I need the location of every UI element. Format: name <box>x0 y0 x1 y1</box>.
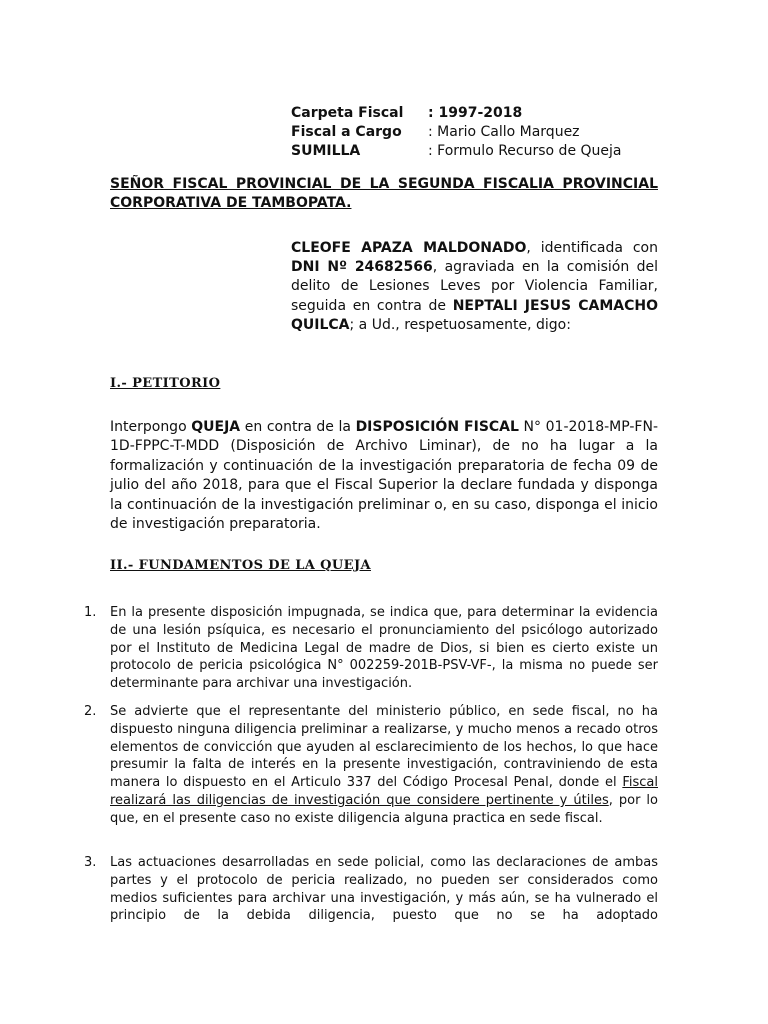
list-item-text <box>110 703 658 828</box>
header-value: : Formulo Recurso de Queja <box>428 143 622 159</box>
petition-text: en contra de la <box>240 419 356 435</box>
list-item <box>84 703 658 828</box>
petition-paragraph <box>110 418 658 534</box>
header-value: : 1997-2018 <box>428 105 523 121</box>
intro-paragraph <box>291 239 658 335</box>
intro-text: , identificada con <box>526 240 658 256</box>
addressee: SEÑOR FISCAL PROVINCIAL DE LA SEGUNDA FISCALIA PROVINCIAL CORPORATIVA DE TAMBOPATA. <box>110 176 658 211</box>
underlined-quote: Fiscal realizará las diligencias de investigación que considere pertinente y útiles <box>110 775 658 808</box>
header-row-carpeta <box>291 104 621 123</box>
complainant-name: CLEOFE APAZA MALDONADO <box>291 240 527 256</box>
header-label: Fiscal a Cargo <box>291 124 402 140</box>
list-item-text: En la presente disposición impugnada, se indica que, para determinar la evidencia de una lesión psíquica, es necesario el pronunciamiento del psicólogo autorizado por el Instituto de Medicina Legal de madre de Dios, si bien es cierto existe un protocolo de pericia psicológica N° 002259-201B-PSV-VF-, la misma no puede ser determinante para archivar una investigación. <box>110 605 658 692</box>
header-label: Carpeta Fiscal <box>291 105 404 121</box>
section-heading-petitorio: I.- PETITORIO <box>110 376 221 391</box>
list-item <box>84 854 658 925</box>
list-item-text: Las actuaciones desarrolladas en sede policial, como las declaraciones de ambas partes y el protocolo de pericia realizado, no pueden ser considerados como medios suficientes para archivar una investigación, y más aún, se ha vulnerado el principio de la debida diligencia, puesto que no se ha adoptado <box>110 855 658 924</box>
intro-text: , agraviada en la comisión del delito de Lesiones Leves por Violencia Familiar, seguida en contra de <box>291 259 658 314</box>
item-text: Se advierte que el representante del ministerio público, en sede fiscal, no ha dispuesto ninguna diligencia preliminar a realizarse, y mucho menos a recado otros elementos de convicción que ayuden al esclarecimiento de los hechos, lo que hace presumir la falta de interés en la presente investigación, contraviniendo de esta manera lo dispuesto en el Articulo 337 del Código Procesal Penal, donde el <box>110 704 658 791</box>
list-item <box>84 604 658 693</box>
accused-name: NEPTALI JESUS CAMACHO QUILCA <box>291 297 658 333</box>
list-number: 1. <box>84 605 97 620</box>
header-row-fiscal <box>291 123 621 142</box>
intro-text: ; a Ud., respetuosamente, digo: <box>349 316 571 333</box>
list-number: 3. <box>84 855 97 870</box>
list-number: 2. <box>84 704 97 719</box>
petition-text: Interpongo <box>110 419 192 435</box>
disposicion-term: DISPOSICIÓN FISCAL <box>355 419 519 435</box>
dni-number: DNI Nº 24682566 <box>291 259 433 276</box>
header-label: SUMILLA <box>291 143 361 159</box>
header-value: : Mario Callo Marquez <box>428 124 580 140</box>
section-heading-fundamentos: II.- FUNDAMENTOS DE LA QUEJA <box>110 558 371 573</box>
queja-term: QUEJA <box>191 419 241 435</box>
petition-text: N° 01-2018-MP-FN-1D-FPPC-T-MDD (Disposición de Archivo Liminar), de no ha lugar a la formalización y continuación de la investigación preparatoria de fecha 09 de julio del año 2018, para que el Fiscal Superior la declare fundada y disponga la continuación de la investigación preliminar o, en su caso, disponga el inicio de investigación preparatoria. <box>110 419 659 533</box>
case-header <box>291 104 621 161</box>
item-text: , por lo que, en el presente caso no existe diligencia alguna practica en sede fiscal. <box>110 792 658 826</box>
header-row-sumilla <box>291 142 621 161</box>
